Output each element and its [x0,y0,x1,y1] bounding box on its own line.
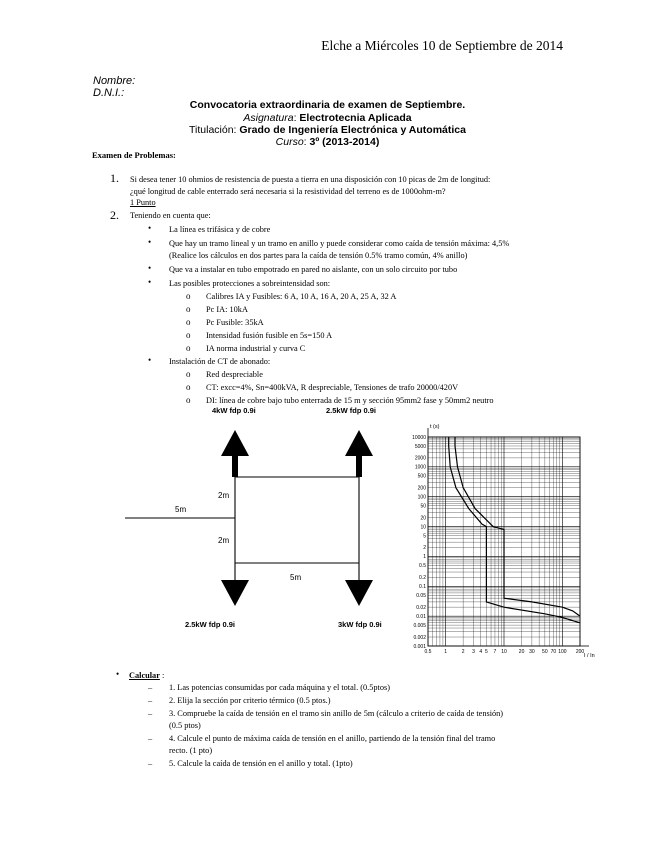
sub-marker: o [186,343,191,353]
y-tick-label: 1 [423,554,426,561]
bullet-marker: • [116,669,120,679]
sub-marker: o [186,395,191,405]
y-tick-label: 20 [420,515,426,522]
sub5-item: CT: excc=4%, Sn=400kVA, R despreciable, Tensiones de trafo 20000/420V [206,383,459,392]
bullet-marker: • [148,277,152,287]
x-tick-label: 1 [444,649,447,655]
subject-value: Electrotecnia Aplicada [299,112,412,124]
load-label-bottom-right: 3kW fdp 0.9i [338,620,382,629]
date-line: Elche a Miércoles 10 de Septiembre de 2014 [321,38,563,53]
dash-marker: – [148,696,153,705]
y-tick-label: 1000 [414,464,426,471]
x-tick-label: 10 [501,649,507,655]
bullet-marker: • [148,223,152,233]
x-tick-label: 2 [461,649,465,655]
dash-marker: – [148,734,153,743]
y-tick-label: 0.01 [416,613,426,620]
y-tick-label: 5000 [414,443,426,450]
sub4-item: Pc IA: 10kA [206,305,248,314]
y-tick-label: 0.001 [413,643,426,650]
task-item-cont: (0.5 ptos) [169,721,201,730]
y-tick-label: 0.05 [416,593,426,600]
problem1-points: 1 Punto [130,198,156,207]
chart-grid [428,428,589,646]
dni-label: D.N.I.: [93,87,125,99]
dim-feeder-label: 5m [175,505,187,514]
y-tick-label: 100 [417,494,426,501]
x-tick-labels [425,649,585,655]
course-line: Curso: 3º (2013-2014) [275,136,380,148]
task-item: 5. Calcule la caída de tensión en el anillo y total. (1pto) [169,759,353,768]
exam-title: Convocatoria extraordinaria de examen de Septiembre. [189,99,466,111]
load-label-bottom-left: 2.5kW fdp 0.9i [185,620,236,629]
y-tick-labels [412,435,426,650]
task-item: 1. Las potencias consumidas por cada máquina y el total. (0.5ptos) [169,683,390,692]
dash-marker: – [148,709,153,718]
y-tick-label: 500 [417,473,426,480]
sub5-item: DI: línea de cobre bajo tubo enterrada de 15 m y sección 95mm2 fase y 50mm2 neutro [206,396,494,405]
y-tick-label: 10 [420,524,426,531]
y-tick-label: 2000 [414,455,426,462]
task-item: 2. Elija la sección por criterio térmico (0.5 ptos.) [169,696,331,705]
bullet1-text: La línea es trifásica y de cobre [169,225,271,234]
y-tick-label: 0.2 [419,575,426,582]
load-label-top-right: 2.5kW fdp 0.9i [326,406,377,415]
x-tick-label: 5 [485,649,488,655]
y-tick-label: 0.002 [413,634,426,641]
trip-curve-left [449,437,580,623]
sub4-item: Pc Fusible: 35kA [206,318,264,327]
x-tick-label: 0.5 [424,649,432,655]
sub4-item: IA norma industrial y curva C [206,344,306,353]
sub4-item: Intensidad fusión fusible en 5s=150 A [206,331,333,340]
y-tick-label: 0.005 [413,622,426,629]
bullet-marker: • [148,263,152,273]
dim-bottom-label: 5m [290,573,302,582]
problem1-line2: ¿qué longitud de cable enterrado será necesaria si la resistividad del terreno es de 1000ohm-m? [130,187,446,196]
section-title: Examen de Problemas: [92,150,176,160]
course-label: Curso [275,136,304,148]
problem1-line1: Si desea tener 10 ohmios de resistencia de puesta a tierra en una disposición con 10 picas de 2m de longitud: [130,175,491,184]
bullet-marker: • [148,237,152,247]
subject-line: Asignatura: Electrotecnia Aplicada [243,112,412,124]
subject-label: Asignatura [243,112,294,124]
task-item: 4. Calcule el punto de máxima caída de tensión en el anillo, partiendo de la tensión final del tramo [169,734,496,743]
bullet2-line1: Que hay un tramo lineal y un tramo en anillo y puede considerar como caída de tensión máxima: 4,5% [169,239,510,248]
y-tick-label: 2 [423,545,426,552]
dim-upper-label: 2m [218,491,230,500]
sub5-item: Red despreciable [206,370,263,379]
degree-value: Grado de Ingeniería Electrónica y Automática [239,124,466,136]
load-label-top-left: 4kW fdp 0.9i [212,406,256,415]
task-item-cont: recto. (1 pto) [169,746,213,755]
bullet5-text: Instalación de CT de abonado: [169,357,271,366]
x-tick-label: 70 [550,649,557,655]
course-value: 3º (2013-2014) [309,136,380,148]
problem2-intro: Teniendo en cuenta que: [130,211,211,220]
bullet2-line2: (Realice los cálculos en dos partes para la caída de tensión 0.5% tramo común, 4% anillo) [169,251,468,260]
task-item: 3. Compruebe la caída de tensión en el tramo sin anillo de 5m (cálculo a criterio de caída de tensión) [169,709,504,718]
x-tick-label: 50 [542,649,548,655]
degree-label: Titulación: [189,124,237,136]
x-tick-label: 20 [518,649,525,655]
y-tick-label: 10000 [412,434,426,441]
sub-marker: o [186,304,191,314]
y-tick-label: 0.02 [416,604,426,611]
tasks-heading-text: Calcular [129,671,160,680]
y-tick-label: 200 [417,485,426,492]
y-tick-label: 0.5 [419,563,426,570]
x-tick-label: 7 [493,649,497,655]
y-tick-label: 0.1 [419,584,426,591]
tasks-heading: Calcular : [129,671,165,680]
dash-marker: – [148,759,153,768]
x-tick-label: 3 [472,649,475,655]
sub-marker: o [186,369,191,379]
y-axis-label: t (s) [430,424,440,430]
dim-lower-label: 2m [218,536,230,545]
name-label: Nombre: [93,75,136,87]
x-tick-label: 100 [558,649,567,655]
bullet-marker: • [148,355,152,365]
y-tick-label: 50 [420,503,426,510]
sub-marker: o [186,291,191,301]
problem2-number: 2. [110,208,119,222]
bullet3-text: Que va a instalar en tubo empotrado en pared no aislante, con un solo circuito por tubo [169,265,458,274]
sub-marker: o [186,382,191,392]
x-tick-label: 200 [575,649,585,655]
x-tick-label: 4 [479,649,483,655]
x-axis-label: I / In [584,653,595,659]
bullet4-text: Las posibles protecciones a sobreintensidad son: [169,279,331,288]
problem1-number: 1. [110,171,119,185]
dash-marker: – [148,683,153,692]
sub4-item: Calibres IA y Fusibles: 6 A, 10 A, 16 A, 20 A, 25 A, 32 A [206,292,397,301]
sub-marker: o [186,330,191,340]
sub-marker: o [186,317,191,327]
y-tick-label: 5 [423,533,426,540]
x-tick-label: 30 [529,649,535,655]
